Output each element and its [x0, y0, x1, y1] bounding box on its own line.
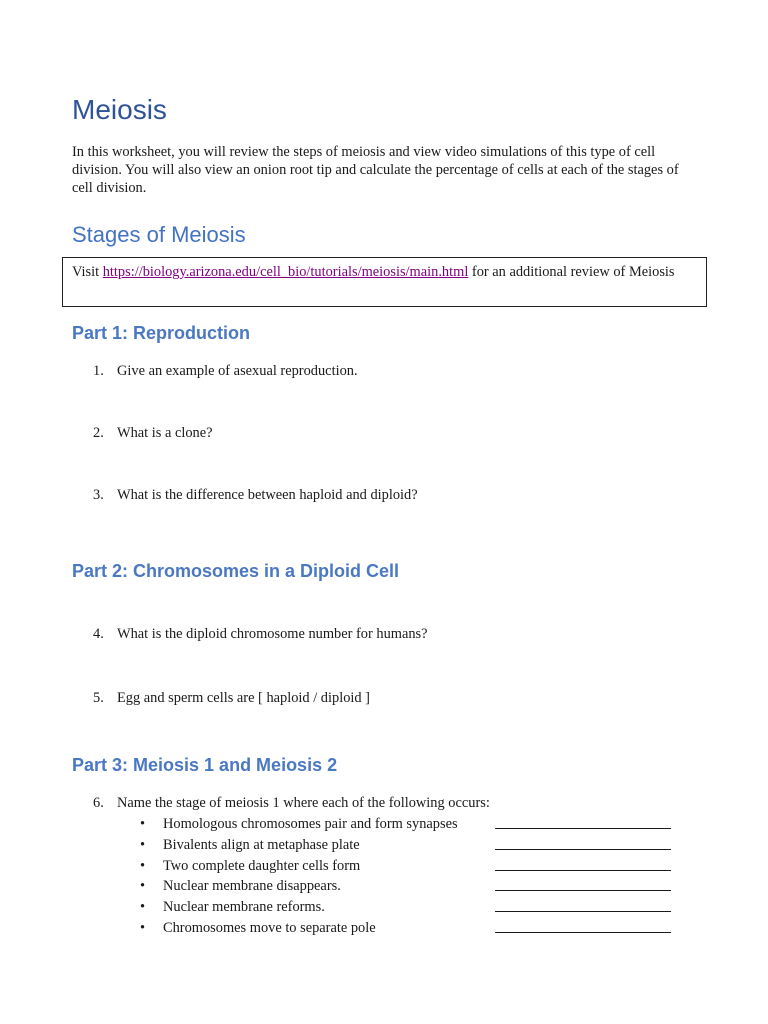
bullet-icon: • — [140, 857, 146, 874]
question-number: 6. — [93, 795, 104, 811]
part-1-heading: Part 1: Reproduction — [72, 323, 251, 343]
intro-paragraph: In this worksheet, you will review the steps of meiosis and view video simulations of this type of cell division. You will also view an onion root tip and calculate the percentage of cells at each of the stages of cell division. — [72, 144, 679, 196]
answer-blank[interactable] — [495, 870, 671, 871]
list-item-text: Nuclear membrane reforms. — [163, 899, 325, 916]
question-number: 1. — [93, 363, 104, 379]
bullet-icon: • — [140, 878, 146, 895]
question-number: 2. — [93, 425, 104, 441]
list-item-text: Bivalents align at metaphase plate — [163, 836, 360, 853]
section-heading: Stages of Meiosis — [72, 222, 246, 247]
question-2 — [93, 425, 213, 442]
list-item — [140, 897, 680, 918]
list-item-text: Nuclear membrane disappears. — [163, 878, 341, 895]
question-number: 4. — [93, 626, 104, 642]
list-item — [140, 835, 680, 856]
question-3 — [93, 487, 418, 504]
list-item — [140, 918, 680, 939]
list-item — [140, 856, 680, 877]
bullet-icon: • — [140, 836, 146, 853]
question-text: What is the diploid chromosome number for humans? — [117, 626, 428, 642]
answer-blank[interactable] — [495, 911, 671, 912]
page-title: Meiosis — [72, 94, 167, 125]
question-6 — [93, 795, 490, 812]
list-item — [140, 814, 680, 835]
part-3-heading: Part 3: Meiosis 1 and Meiosis 2 — [72, 755, 338, 775]
list-item-text: Two complete daughter cells form — [163, 857, 361, 874]
answer-blank[interactable] — [495, 932, 671, 933]
bullet-icon: • — [140, 899, 146, 916]
bullet-icon: • — [140, 919, 146, 936]
answer-blank[interactable] — [495, 890, 671, 891]
list-item — [140, 876, 680, 897]
question-text: What is a clone? — [117, 425, 213, 441]
answer-blank[interactable] — [495, 849, 671, 850]
callout-suffix: for an additional review of Meiosis — [468, 264, 675, 280]
question-number: 5. — [93, 690, 104, 706]
question-5 — [93, 690, 370, 707]
resource-link[interactable]: https://biology.arizona.edu/cell_bio/tutorials/meiosis/main.html — [102, 264, 469, 280]
part-2-heading: Part 2: Chromosomes in a Diploid Cell — [72, 561, 400, 581]
question-1 — [93, 363, 358, 380]
question-text: Give an example of asexual reproduction. — [117, 363, 358, 379]
meiosis-event-list — [140, 814, 680, 939]
bullet-icon: • — [140, 816, 146, 832]
question-text: Egg and sperm cells are [ haploid / diploid ] — [117, 690, 370, 706]
resource-callout-box — [62, 257, 707, 307]
question-4 — [93, 626, 428, 643]
list-item-text: Chromosomes move to separate pole — [163, 919, 376, 936]
answer-blank[interactable] — [495, 828, 671, 829]
callout-prefix: Visit — [72, 264, 103, 280]
question-number: 3. — [93, 487, 104, 503]
question-text: What is the difference between haploid and diploid? — [117, 487, 418, 503]
list-item-text: Homologous chromosomes pair and form synapses — [163, 816, 458, 832]
question-text: Name the stage of meiosis 1 where each of the following occurs: — [117, 795, 490, 811]
